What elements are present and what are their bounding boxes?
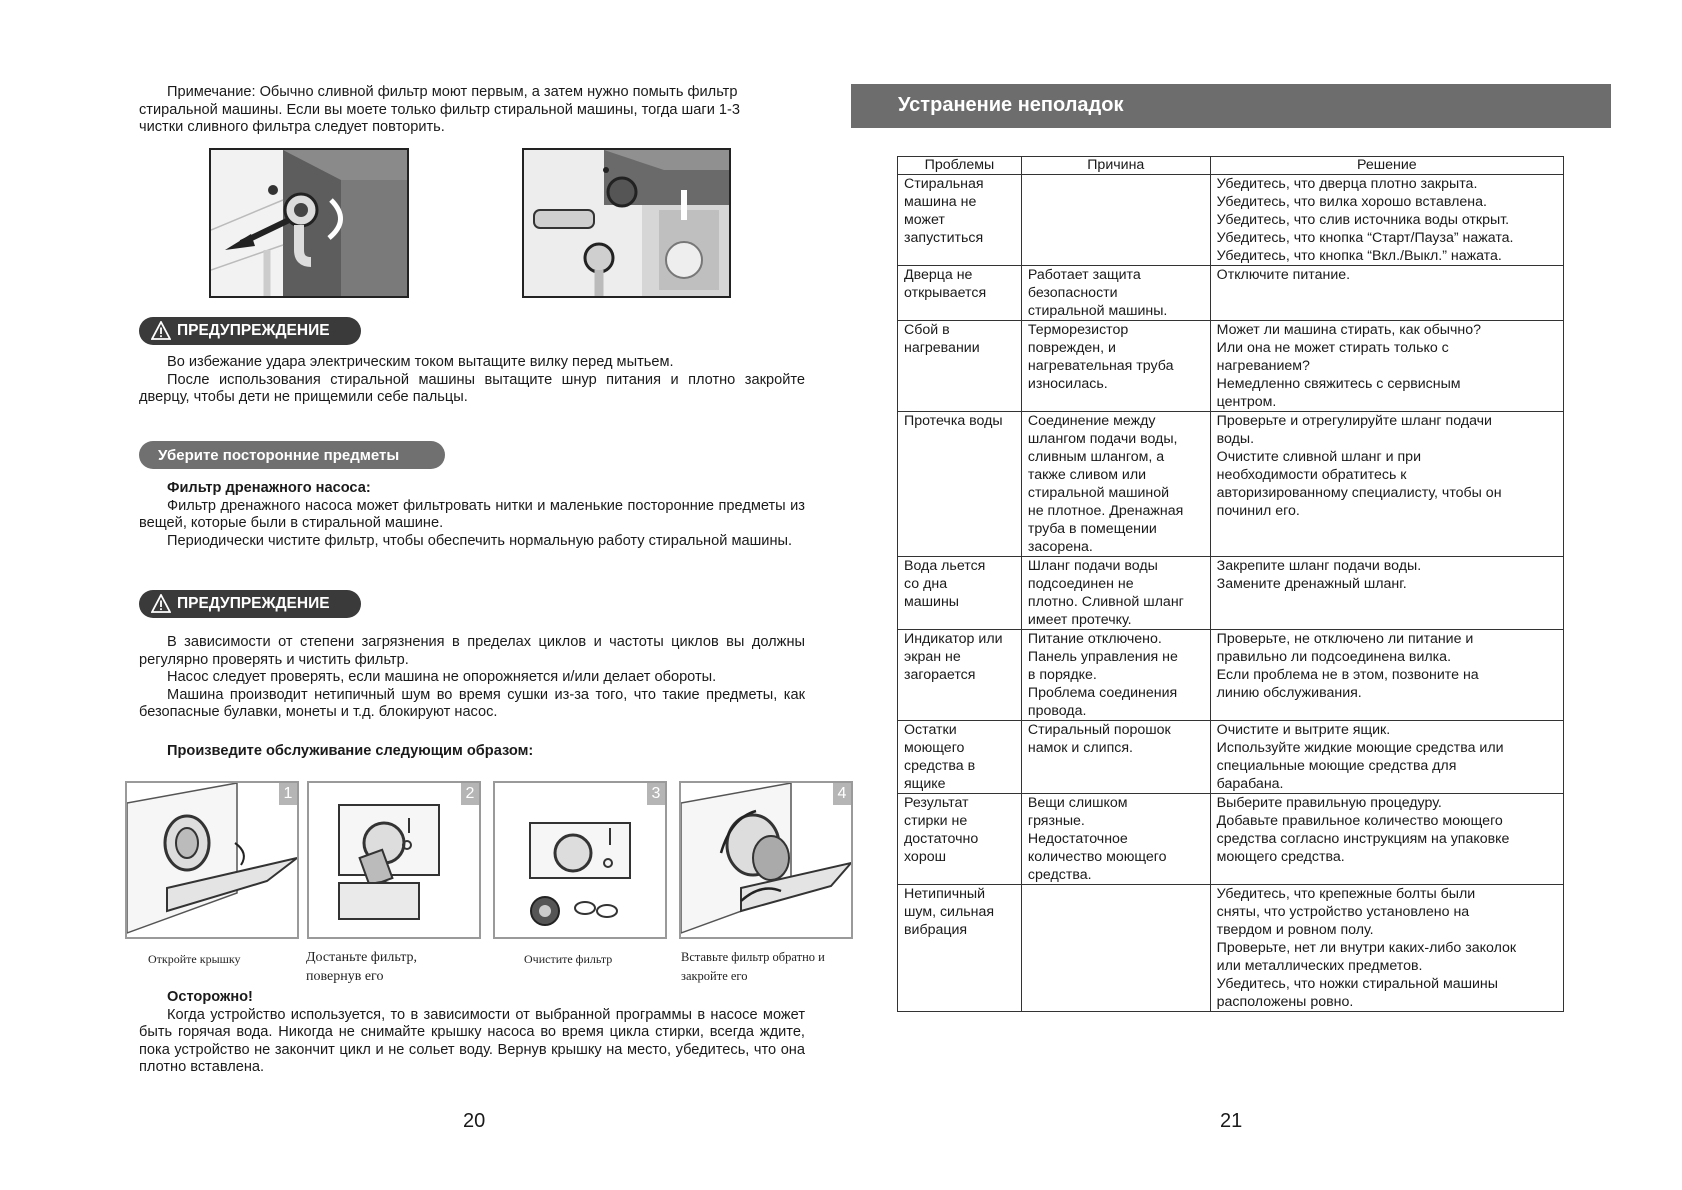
cell-line: Вода льется	[904, 558, 986, 574]
cell-line: открывается	[904, 285, 987, 301]
cell-line: моющего	[904, 740, 965, 756]
table-row	[898, 721, 1564, 794]
cell-line: или металлических предметов.	[1216, 958, 1423, 974]
step-caption: Вставьте фильтр обратно и закройте его	[681, 950, 825, 983]
cell-line: Протечка воды	[904, 413, 1003, 429]
cell-line: Выберите правильную процедуру.	[1216, 795, 1442, 811]
cell-line: Стиральная	[904, 176, 984, 192]
warning-badge	[139, 590, 361, 618]
cell-line: Вещи слишком	[1027, 795, 1128, 811]
filter-p2: Периодически чистите фильтр, чтобы обеспечить нормальную работу стиральной машины.	[167, 532, 793, 549]
cell-line: стиральной машины.	[1027, 303, 1168, 319]
cell-line: Недостаточное	[1027, 831, 1128, 847]
cell-line: Убедитесь, что слив источника воды открыт.	[1216, 212, 1510, 228]
warning-triangle-icon	[151, 594, 171, 614]
warning1-p2: После использования стиральной машины вытащите шнур питания и плотно закройте дверцу, чтобы дети не прищемили себе пальцы.	[139, 371, 805, 406]
cause-cell	[1021, 885, 1210, 1012]
problem-cell	[898, 557, 1022, 630]
solution-cell	[1210, 885, 1563, 1012]
caution-text: Когда устройство используется, то в зависимости от выбранной программы в насосе может быть горячая вода. Никогда не снимайте крышку насоса во время цикла стирки, всегда ждите, пока устройство не закончит цикл и не сольет воду. Вернув крышку на место, убедитесь, что она плотно вставлена.	[139, 1006, 805, 1076]
cell-line: Проверьте, нет ли внутри каких-либо заколок	[1216, 940, 1517, 956]
cause-cell	[1021, 175, 1210, 266]
warning-title: ПРЕДУПРЕЖДЕНИЕ	[177, 322, 330, 339]
cell-line: со дна	[904, 576, 948, 592]
table-row	[898, 412, 1564, 557]
solution-cell	[1210, 557, 1563, 630]
table-row	[898, 321, 1564, 412]
cell-line: нагревательная труба	[1027, 358, 1174, 374]
problem-cell	[898, 885, 1022, 1012]
step-4-image	[679, 781, 853, 939]
cell-line: Остатки	[904, 722, 957, 738]
section-title-badge	[139, 441, 445, 469]
cause-cell	[1021, 557, 1210, 630]
cell-line: достаточно	[904, 831, 979, 847]
header-cause: Причина	[1021, 157, 1210, 175]
cell-line: труба в помещении	[1027, 521, 1157, 537]
section-title: Уберите посторонние предметы	[158, 446, 400, 464]
warning1-p1: Во избежание удара электрическим током вытащите вилку перед мытьем.	[167, 354, 674, 370]
cell-line: грязные.	[1027, 813, 1085, 829]
filter-section	[139, 480, 805, 550]
problem-cell	[898, 794, 1022, 885]
solution-cell	[1210, 321, 1563, 412]
cell-line: Нетипичный	[904, 886, 986, 902]
cell-line: имеет протечку.	[1027, 612, 1132, 628]
note-line: стиральной машины. Если вы моете только фильтр стиральной машины, тогда шаги 1-3	[139, 101, 741, 118]
section-banner	[851, 84, 1611, 128]
illustration-drain-hose-removal	[209, 148, 409, 298]
cause-cell	[1021, 794, 1210, 885]
cell-line: Замените дренажный шланг.	[1216, 576, 1407, 592]
cell-line: Соединение между	[1027, 413, 1156, 429]
step-number: 1	[279, 783, 297, 805]
cell-line: намок и слипся.	[1027, 740, 1133, 756]
cell-line: Дверца не	[904, 267, 973, 283]
cell-line: Очистите и вытрите ящик.	[1216, 722, 1391, 738]
filter-heading: Фильтр дренажного насоса:	[167, 480, 371, 496]
cell-line: Если проблема не в этом, позвоните на	[1216, 667, 1479, 683]
cell-line: Результат	[904, 795, 969, 811]
cell-line: машина не	[904, 194, 977, 210]
step-number: 2	[461, 783, 479, 805]
step-3-image	[493, 781, 667, 939]
cell-line: нагреванием?	[1216, 358, 1310, 374]
table-row	[898, 557, 1564, 630]
cell-line: средства.	[1027, 867, 1092, 883]
cell-line: подсоединен не	[1027, 576, 1134, 592]
illustration-filter-cleaning	[522, 148, 731, 298]
solution-cell	[1210, 266, 1563, 321]
cell-line: Проверьте и отрегулируйте шланг подачи	[1216, 413, 1492, 429]
header-solution: Решение	[1210, 157, 1563, 175]
cause-cell	[1021, 266, 1210, 321]
problem-cell	[898, 630, 1022, 721]
cell-line: Убедитесь, что дверца плотно закрыта.	[1216, 176, 1478, 192]
solution-cell	[1210, 412, 1563, 557]
warning1-text	[139, 354, 805, 407]
cell-line: Проверьте, не отключено ли питание и	[1216, 631, 1474, 647]
cell-line: Немедленно свяжитесь с сервисным	[1216, 376, 1461, 392]
table-header-row	[898, 157, 1564, 175]
step-caption: Очистите фильтр	[524, 952, 613, 966]
solution-cell	[1210, 794, 1563, 885]
cell-line: сливным шлангом, а	[1027, 449, 1165, 465]
warning2-p2: Насос следует проверять, если машина не опорожняется и/или делает обороты.	[167, 669, 717, 686]
cell-line: шум, сильная	[904, 904, 995, 920]
cell-line: экран не	[904, 649, 961, 665]
right-page	[841, 0, 1682, 1190]
cell-line: Работает защита	[1027, 267, 1141, 283]
table-body	[898, 175, 1564, 1012]
problem-cell	[898, 412, 1022, 557]
cell-line: износилась.	[1027, 376, 1108, 392]
cell-line: Может ли машина стирать, как обычно?	[1216, 322, 1482, 338]
cause-cell	[1021, 412, 1210, 557]
cell-line: необходимости обратитесь к	[1216, 467, 1407, 483]
cell-line: плотно. Сливной шланг	[1027, 594, 1184, 610]
problem-cell	[898, 175, 1022, 266]
cell-line: запуститься	[904, 230, 984, 246]
warning2-p3: Машина производит нетипичный шум во время сушки из-за того, что такие предметы, как безопасные булавки, монеты и т.д. блокируют насос.	[139, 686, 805, 721]
note-line: чистки сливного фильтра следует повторить.	[139, 119, 445, 136]
service-heading: Произведите обслуживание следующим образом:	[167, 743, 534, 759]
table-row	[898, 630, 1564, 721]
cell-line: Терморезистор	[1027, 322, 1129, 338]
problem-cell	[898, 321, 1022, 412]
cell-line: Индикатор или	[904, 631, 1003, 647]
cause-cell	[1021, 630, 1210, 721]
cell-line: количество моющего	[1027, 849, 1167, 865]
warning-triangle-icon	[151, 321, 171, 341]
cell-line: машины	[904, 594, 959, 610]
solution-cell	[1210, 721, 1563, 794]
caution-section	[139, 989, 805, 1077]
cell-line: Закрепите шланг подачи воды.	[1216, 558, 1422, 574]
cell-line: Проблема соединения	[1027, 685, 1178, 701]
table-row	[898, 266, 1564, 321]
cell-line: Сбой в	[904, 322, 950, 338]
solution-cell	[1210, 630, 1563, 721]
cell-line: Панель управления не	[1027, 649, 1178, 665]
warning-badge	[139, 317, 361, 345]
cell-line: воды.	[1216, 431, 1255, 447]
cell-line: в порядке.	[1027, 667, 1097, 683]
table-row	[898, 175, 1564, 266]
cell-line: поврежден, и	[1027, 340, 1116, 356]
table-row	[898, 794, 1564, 885]
step-1-image	[125, 781, 299, 939]
header-problems: Проблемы	[898, 157, 1022, 175]
cause-cell	[1021, 721, 1210, 794]
cell-line: засорена.	[1027, 539, 1093, 555]
cell-line: авторизированному специалисту, чтобы он	[1216, 485, 1502, 501]
cell-line: может	[904, 212, 945, 228]
step-2-image	[307, 781, 481, 939]
cell-line: Очистите сливной шланг и при	[1216, 449, 1421, 465]
cell-line: Шланг подачи воды	[1027, 558, 1158, 574]
cell-line: Убедитесь, что вилка хорошо вставлена.	[1216, 194, 1487, 210]
cell-line: провода.	[1027, 703, 1087, 719]
cell-line: Убедитесь, что крепежные болты были	[1216, 886, 1476, 902]
cell-line: средства в	[904, 758, 976, 774]
cell-line: правильно ли подсоединена вилка.	[1216, 649, 1452, 665]
cell-line: починил его.	[1216, 503, 1300, 519]
step-number: 3	[647, 783, 665, 805]
cell-line: твердом и ровном полу.	[1216, 922, 1374, 938]
warning2-text	[139, 634, 805, 722]
cell-line: расположены ровно.	[1216, 994, 1354, 1010]
cell-line: ящике	[904, 776, 946, 792]
warning-title: ПРЕДУПРЕЖДЕНИЕ	[177, 595, 330, 612]
cell-line: шлангом подачи воды,	[1027, 431, 1178, 447]
cell-line: Стиральный порошок	[1027, 722, 1171, 738]
cell-line: безопасности	[1027, 285, 1118, 301]
page-number: 21	[1220, 1110, 1243, 1132]
cell-line: также сливом или	[1027, 467, 1147, 483]
warning2-p1: В зависимости от степени загрязнения в пределах циклов и частоты циклов вы должны регулярно проверять и чистить фильтр.	[139, 634, 805, 668]
cell-line: Убедитесь, что ножки стиральной машины	[1216, 976, 1498, 992]
step-caption: Откройте крышку	[148, 952, 241, 966]
cell-line: стирки не	[904, 813, 968, 829]
cell-line: барабана.	[1216, 776, 1284, 792]
cell-line: специальные моющие средства для	[1216, 758, 1457, 774]
cause-cell	[1021, 321, 1210, 412]
cell-line: линию обслуживания.	[1216, 685, 1362, 701]
cell-line: Или она не может стирать только с	[1216, 340, 1449, 356]
troubleshooting-table	[897, 156, 1564, 1012]
solution-cell	[1210, 175, 1563, 266]
cell-line: сняты, что устройство установлено на	[1216, 904, 1470, 920]
cell-line: Используйте жидкие моющие средства или	[1216, 740, 1504, 756]
cell-line: загорается	[904, 667, 976, 683]
problem-cell	[898, 721, 1022, 794]
page-number: 20	[463, 1110, 486, 1132]
cell-line: моющего средства.	[1216, 849, 1345, 865]
cell-line: центром.	[1216, 394, 1277, 410]
cell-line: Отключите питание.	[1216, 267, 1351, 283]
filter-note	[139, 84, 805, 137]
cell-line: Убедитесь, что кнопка “Вкл./Выкл.” нажата.	[1216, 248, 1502, 264]
filter-p1: Фильтр дренажного насоса может фильтровать нитки и маленькие посторонние предметы из вещей, которые были в стиральной машине.	[139, 497, 805, 532]
cell-line: не плотное. Дренажная	[1027, 503, 1184, 519]
cell-line: нагревании	[904, 340, 980, 356]
banner-title: Устранение неполадок	[898, 94, 1124, 116]
problem-cell	[898, 266, 1022, 321]
caution-heading: Осторожно!	[167, 989, 253, 1005]
cell-line: Питание отключено.	[1027, 631, 1162, 647]
cell-line: средства согласно инструкциям на упаковке	[1216, 831, 1510, 847]
cell-line: Убедитесь, что кнопка “Старт/Пауза” нажата.	[1216, 230, 1514, 246]
cell-line: стиральной машиной	[1027, 485, 1170, 501]
table-row	[898, 885, 1564, 1012]
cell-line: хорош	[904, 849, 946, 865]
note-line: Примечание: Обычно сливной фильтр моют первым, а затем нужно помыть фильтр	[167, 84, 738, 100]
cell-line: Добавьте правильное количество моющего	[1216, 813, 1503, 829]
step-number: 4	[833, 783, 851, 805]
step-caption: Достаньте фильтр, повернув его	[306, 950, 417, 984]
cell-line: вибрация	[904, 922, 968, 938]
